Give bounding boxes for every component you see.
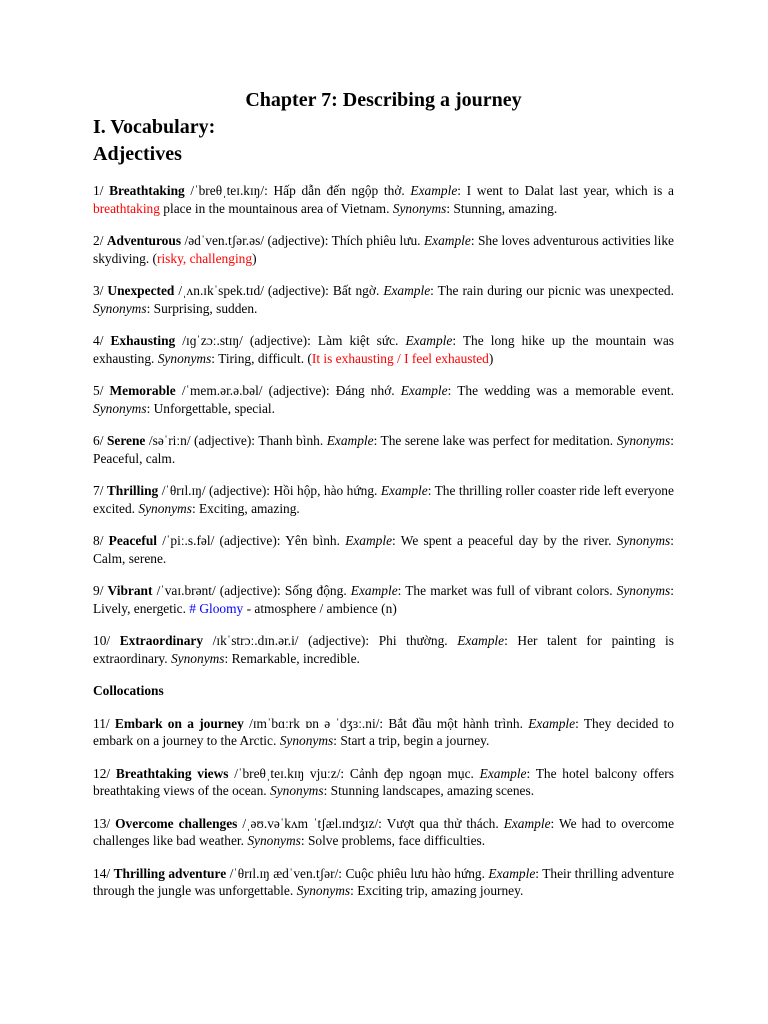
example-label: Example xyxy=(528,715,576,731)
entry-pronunciation: /ɪkˈstrɔː.dɪn.ər.i/ (adjective): xyxy=(212,633,370,648)
entry-word: Embark on a journey xyxy=(114,715,244,731)
entry-word: Breathtaking xyxy=(109,183,185,198)
entry-word: Peaceful xyxy=(108,533,157,548)
entry-word: Exhausting xyxy=(110,333,176,348)
collocations-heading: Collocations xyxy=(93,683,164,698)
entry-word: Thrilling xyxy=(106,483,159,498)
example-label: Example xyxy=(326,433,374,448)
entry-number: 4/ xyxy=(93,333,104,348)
entry-word: Overcome challenges xyxy=(115,815,238,831)
entry-meaning: Yên bình. xyxy=(285,533,340,548)
entry-word: Serene xyxy=(106,433,146,448)
example-label: Example xyxy=(400,383,448,398)
entry-example: : The wedding was a memorable event. xyxy=(447,383,674,398)
synonyms-label: Synonyms xyxy=(616,433,671,448)
vocab-entry-4 xyxy=(93,332,674,367)
entry-pronunciation: /səˈriːn/ (adjective): xyxy=(148,433,256,448)
entry-meaning: Phi thường. xyxy=(378,633,448,648)
entry-pronunciation: /ɪmˈbɑːrk ɒn ə ˈdʒɜː.ni/: xyxy=(249,715,384,731)
entry-synonyms: : Surprising, sudden. xyxy=(146,300,258,316)
entry-example: : She loves adventurous activities like skydiving. ( xyxy=(93,233,674,266)
entry-word: Thrilling adventure xyxy=(113,865,227,881)
vocab-entry-6 xyxy=(93,432,674,467)
collocation-entry-11 xyxy=(93,715,674,750)
example-label: Example xyxy=(383,283,431,298)
entry-example: : The hotel balcony offers breathtaking views of the ocean. xyxy=(93,765,674,798)
entry-meaning: Thích phiêu lưu. xyxy=(331,233,421,248)
collocation-entry-14 xyxy=(93,865,674,900)
entry-pronunciation: /ˈθrɪl.ɪŋ/ (adjective): xyxy=(161,483,271,498)
entry-pronunciation: /ˈmem.ər.ə.bəl/ (adjective): xyxy=(181,383,330,398)
entry-number: 7/ xyxy=(93,483,104,498)
entry-example: : The long hike up the mountain was exhausting. xyxy=(93,333,674,366)
example-label: Example xyxy=(410,183,458,198)
entry-example: : We spent a peaceful day by the river. xyxy=(392,533,612,548)
example-label: Example xyxy=(457,633,505,648)
entry-pronunciation: /ˌəʊ.vəˈkʌm ˈtʃæl.ɪndʒɪz/: xyxy=(242,815,382,831)
example-label: Example xyxy=(479,765,527,781)
entry-pronunciation: /ˈpiː.s.fəl/ (adjective): xyxy=(162,533,281,548)
entry-number: 6/ xyxy=(93,433,104,448)
entry-number: 8/ xyxy=(93,533,104,548)
synonyms-label: Synonyms xyxy=(279,733,334,748)
entry-synonyms: : Stunning, amazing. xyxy=(446,200,558,216)
vocab-entry-10 xyxy=(93,632,674,667)
entry-synonyms: : Solve problems, face difficulties. xyxy=(300,833,486,848)
entry-number: 5/ xyxy=(93,383,104,398)
entry-number: 10/ xyxy=(93,633,111,648)
synonyms-label: Synonyms xyxy=(392,200,447,216)
subsection-heading: Adjectives xyxy=(93,143,182,165)
entry-note: - atmosphere / ambience (n) xyxy=(243,600,397,616)
entry-meaning: Vượt qua thử thách. xyxy=(386,815,499,831)
entry-synonyms: : Unforgettable, special. xyxy=(146,400,275,416)
entry-synonyms: : Lively, energetic. xyxy=(93,583,674,616)
entry-word: Vibrant xyxy=(107,583,153,598)
note-close: ) xyxy=(488,350,494,366)
vocab-entry-7 xyxy=(93,482,674,517)
synonyms-label: Synonyms xyxy=(93,400,147,416)
entry-number: 9/ xyxy=(93,583,104,598)
entry-example: : They decided to embark on a journey to the Arctic. xyxy=(93,715,674,748)
example-label: Example xyxy=(380,483,428,498)
entry-number: 11/ xyxy=(93,715,110,731)
synonyms-label: Synonyms xyxy=(247,833,301,848)
entry-word: Adventurous xyxy=(106,233,182,248)
vocab-entry-3 xyxy=(93,282,674,317)
entry-example: : The rain during our picnic was unexpected. xyxy=(430,283,674,298)
entry-meaning: Cuộc phiêu lưu hào hứng. xyxy=(345,865,485,881)
vocab-entry-5 xyxy=(93,382,674,417)
synonyms-label: Synonyms xyxy=(93,300,147,316)
collocation-entry-13 xyxy=(93,815,674,850)
entry-word: Breathtaking views xyxy=(115,765,229,781)
entry-synonyms: : Tiring, difficult. ( xyxy=(211,350,312,366)
entry-meaning: Bất ngờ. xyxy=(332,283,380,298)
entry-example: : The thrilling roller coaster ride left everyone excited. xyxy=(93,483,674,516)
collocation-entry-12 xyxy=(93,765,674,800)
entry-pronunciation: /ˈvaɪ.brənt/ (adjective): xyxy=(156,583,281,598)
synonyms-label: Synonyms xyxy=(616,583,671,598)
entry-pronunciation: /ədˈven.tʃər.əs/ (adjective): xyxy=(184,233,329,248)
entry-meaning: Cảnh đẹp ngoạn mục. xyxy=(349,765,474,781)
highlight-blue: # Gloomy xyxy=(189,600,244,616)
entry-example: : Their thrilling adventure through the jungle was unforgettable. xyxy=(93,865,675,898)
example-label: Example xyxy=(405,333,453,348)
entry-meaning: Làm kiệt sức. xyxy=(317,333,399,348)
example-label: Example xyxy=(503,815,551,831)
entry-example: : Her talent for painting is extraordinary. xyxy=(93,633,674,666)
section-heading: I. Vocabulary: xyxy=(93,116,216,138)
entry-synonyms: : Start a trip, begin a journey. xyxy=(333,733,490,748)
entry-number: 1/ xyxy=(93,183,104,198)
entry-pronunciation: /ˌʌn.ɪkˈspek.tɪd/ (adjective): xyxy=(178,283,329,298)
entry-word: Memorable xyxy=(109,383,176,398)
entry-example: : I went to Dalat last year, which is a xyxy=(457,183,674,198)
entry-number: 12/ xyxy=(93,765,111,781)
entry-meaning: Bắt đầu một hành trình. xyxy=(388,715,523,731)
entry-number: 14/ xyxy=(93,865,111,881)
synonyms-label: Synonyms xyxy=(616,533,671,548)
entry-number: 13/ xyxy=(93,815,111,831)
entry-synonyms: : Peaceful, calm. xyxy=(93,433,674,466)
highlight-red: breathtaking xyxy=(93,200,160,216)
note-close: ) xyxy=(252,250,257,266)
entry-synonyms: : Calm, serene. xyxy=(93,533,674,566)
synonyms-label: Synonyms xyxy=(170,650,225,666)
entry-example: : The serene lake was perfect for meditation. xyxy=(373,433,614,448)
entry-meaning: Sống động. xyxy=(284,583,347,598)
entry-word: Unexpected xyxy=(107,283,175,298)
example-label: Example xyxy=(488,865,536,881)
entry-example: : The market was full of vibrant colors. xyxy=(397,583,613,598)
highlight-red: It is exhausting / I feel exhausted xyxy=(311,350,489,366)
entry-number: 3/ xyxy=(93,283,104,298)
vocab-entry-2 xyxy=(93,232,674,267)
chapter-title: Chapter 7: Describing a journey xyxy=(245,89,522,111)
synonyms-label: Synonyms xyxy=(296,883,351,898)
entry-number: 2/ xyxy=(93,233,104,248)
entry-meaning: Thanh bình. xyxy=(258,433,324,448)
entry-pronunciation: /ˈbreθˌteɪ.kɪŋ/: xyxy=(190,183,268,198)
entry-synonyms: : Stunning landscapes, amazing scenes. xyxy=(323,783,535,798)
entry-example: : We had to overcome challenges like bad weather. xyxy=(93,815,675,848)
entry-pronunciation: /ˈbreθˌteɪ.kɪŋ vjuːz/: xyxy=(234,765,345,781)
entry-pronunciation: /ɪɡˈzɔː.stɪŋ/ (adjective): xyxy=(182,333,311,348)
vocab-entry-9 xyxy=(93,582,674,617)
entry-meaning: Hồi hộp, hào hứng. xyxy=(273,483,378,498)
entry-word: Extraordinary xyxy=(119,633,204,648)
synonyms-label: Synonyms xyxy=(157,350,212,366)
vocab-entry-8 xyxy=(93,532,674,567)
highlight-red: risky, challenging xyxy=(156,250,253,266)
example-label: Example xyxy=(350,583,398,598)
entry-meaning: Đáng nhớ. xyxy=(335,383,395,398)
synonyms-label: Synonyms xyxy=(270,783,324,798)
synonyms-label: Synonyms xyxy=(138,500,192,516)
entry-pronunciation: /ˈθrɪl.ɪŋ ædˈven.tʃər/: xyxy=(229,865,343,881)
vocab-entry-1 xyxy=(93,182,674,217)
document-page xyxy=(93,86,674,915)
entry-synonyms: : Exciting trip, amazing journey. xyxy=(350,883,524,898)
example-label: Example xyxy=(345,533,393,548)
entry-meaning: Hấp dẫn đến ngộp thở. xyxy=(273,183,405,198)
example-label: Example xyxy=(423,233,471,248)
entry-example-rest: place in the mountainous area of Vietnam. xyxy=(159,200,390,216)
entry-synonyms: : Exciting, amazing. xyxy=(191,500,300,516)
entry-synonyms: : Remarkable, incredible. xyxy=(224,650,360,666)
